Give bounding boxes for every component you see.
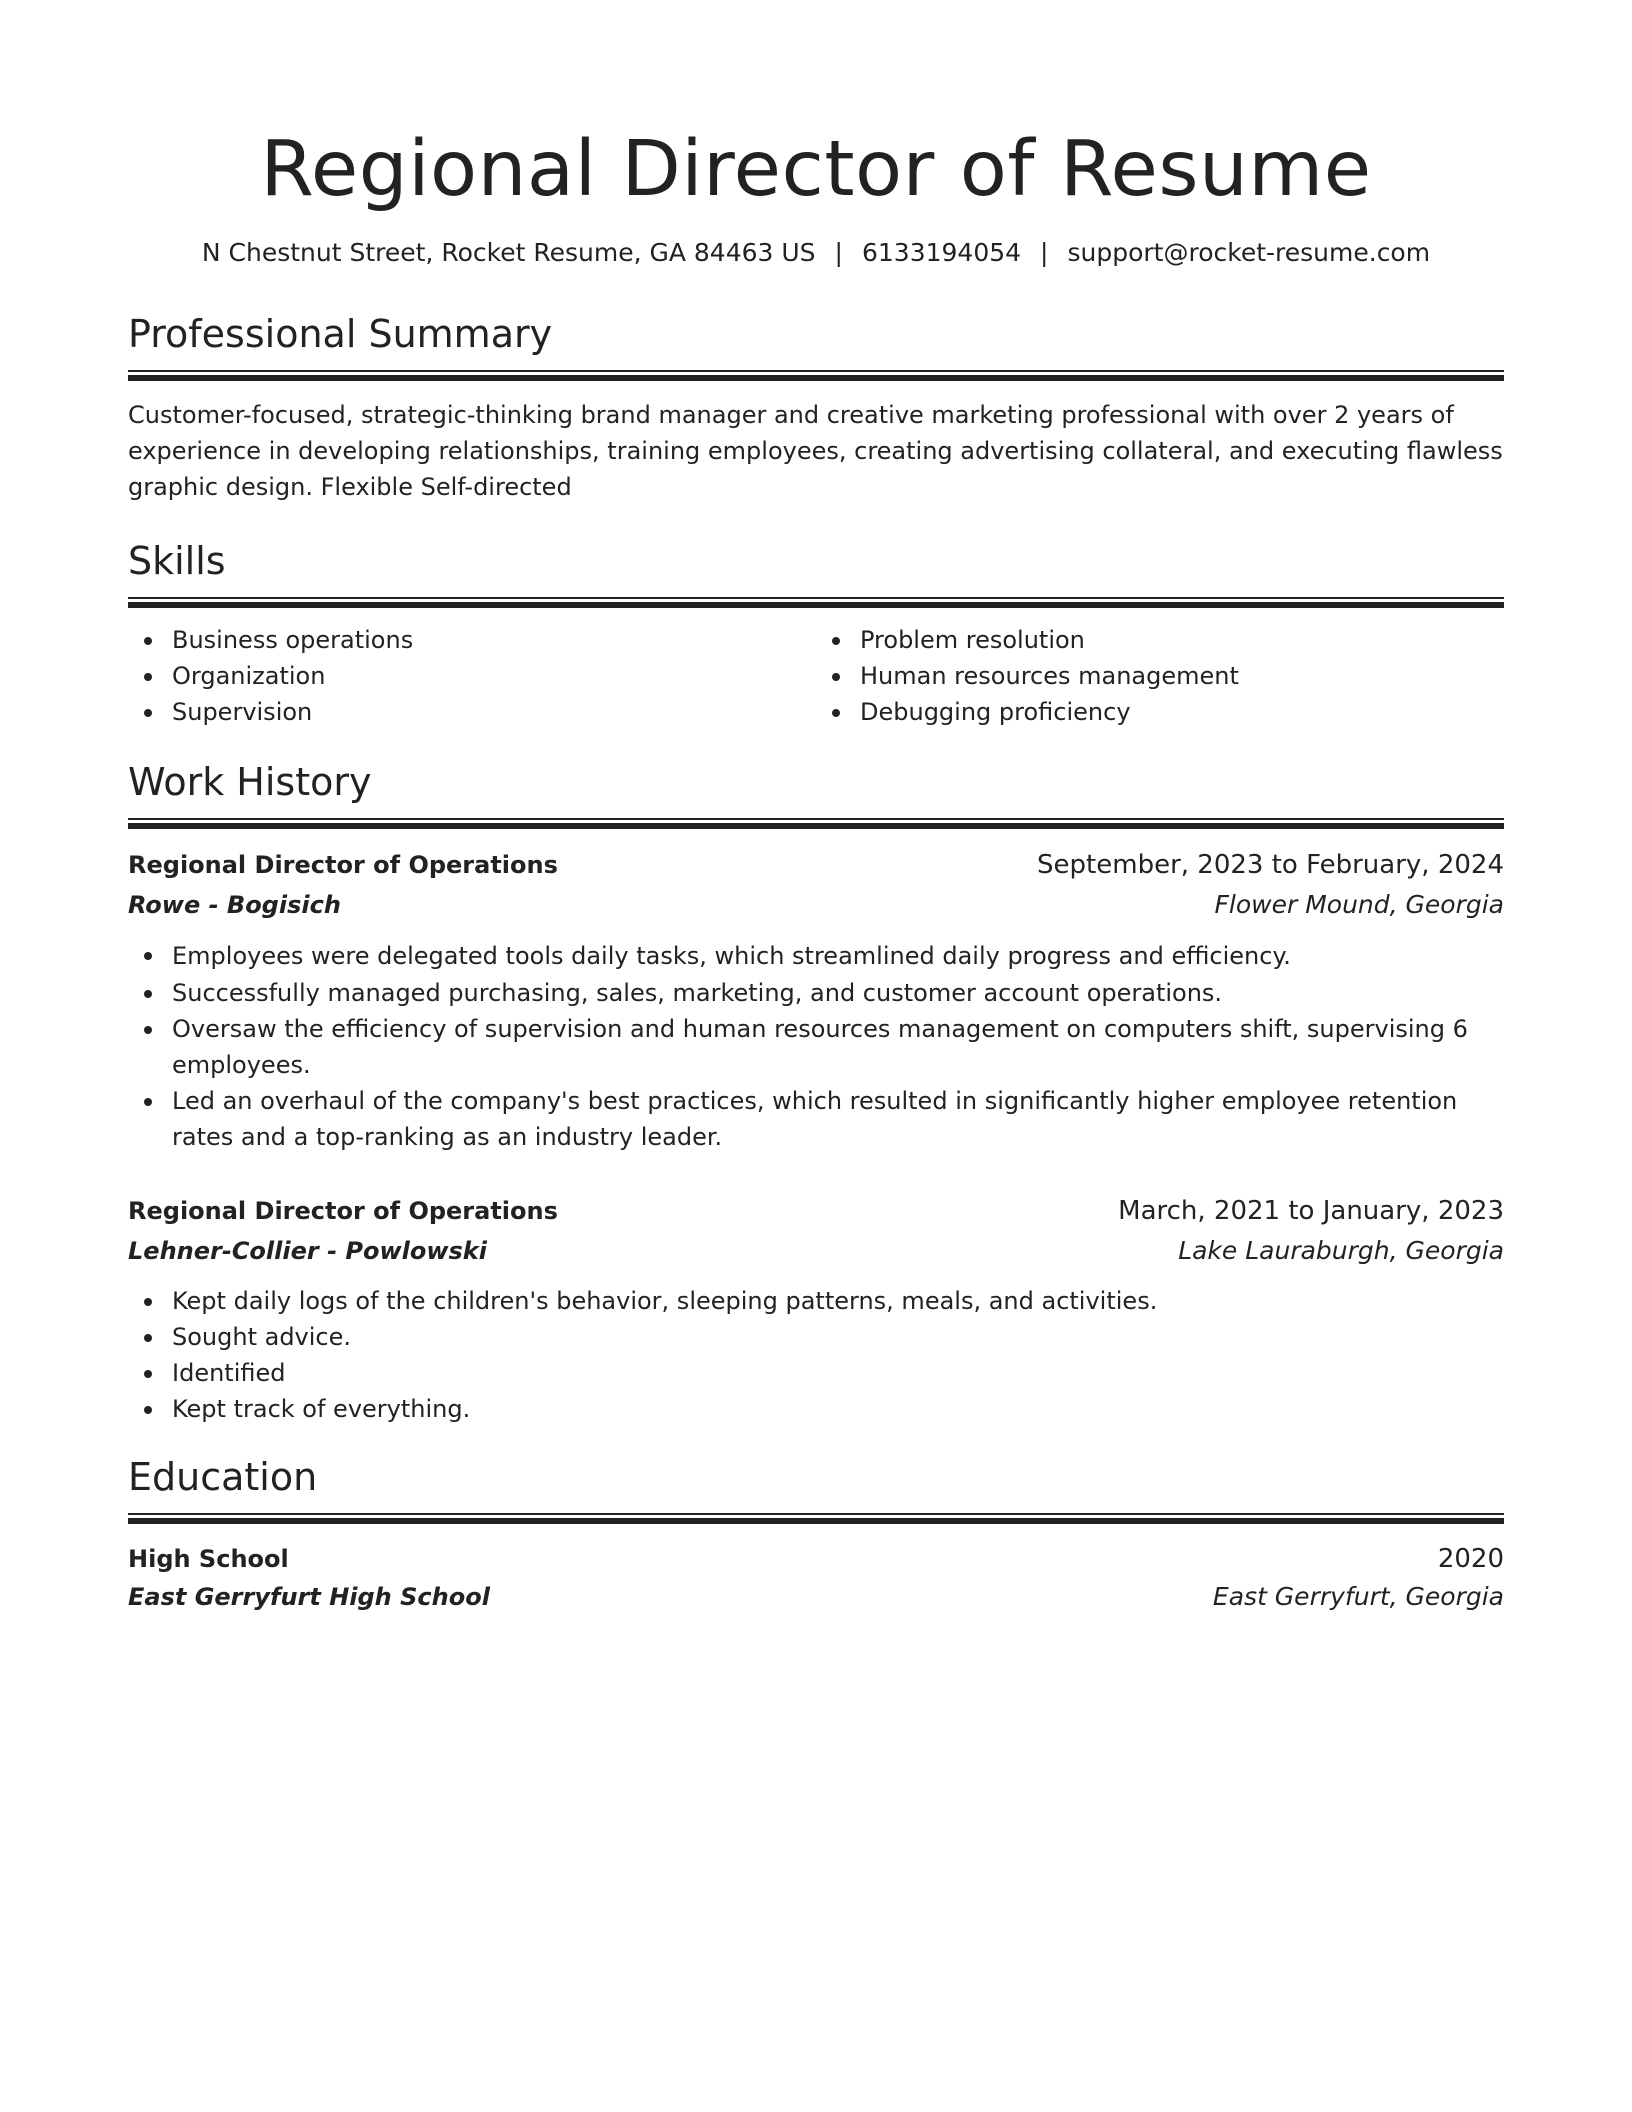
skills-column-left [128, 622, 816, 730]
education-school: East Gerryfurt High School [128, 1583, 490, 1611]
job-company: Lehner-Collier - Powlowski [128, 1237, 487, 1265]
job-dates: September, 2023 to February, 2024 [1037, 850, 1504, 880]
job-bullets [128, 937, 1504, 1155]
work-history-heading: Work History [128, 760, 372, 804]
section-divider [128, 1513, 1504, 1524]
summary-section [128, 310, 1504, 505]
section-divider [128, 597, 1504, 608]
job-bullet: Kept daily logs of the children's behavior, sleeping patterns, meals, and activities. [172, 1283, 1504, 1319]
job-bullets [128, 1283, 1504, 1427]
job-location: Flower Mound, Georgia [1214, 890, 1504, 919]
job-entry [128, 1191, 1504, 1427]
job-bullet: Sought advice. [172, 1319, 1504, 1355]
job-dates: March, 2021 to January, 2023 [1118, 1196, 1504, 1226]
job-bullet: Kept track of everything. [172, 1391, 1504, 1427]
job-bullet: Employees were delegated tools daily tasks, which streamlined daily progress and efficiency. [172, 937, 1504, 975]
job-company: Rowe - Bogisich [128, 891, 341, 919]
skill-item: Organization [172, 658, 816, 694]
contact-phone: 6133194054 [861, 238, 1022, 267]
education-year: 2020 [1437, 1544, 1504, 1574]
skill-item: Supervision [172, 694, 816, 730]
job-header-row [128, 1191, 1504, 1231]
education-location: East Gerryfurt, Georgia [1212, 1582, 1504, 1611]
education-degree: High School [128, 1545, 289, 1573]
skills-heading: Skills [128, 539, 226, 583]
job-bullet: Oversaw the efficiency of supervision and human resources management on computers shift, supervising 6 employees. [172, 1011, 1504, 1083]
education-section [128, 1453, 1504, 1616]
job-bullet: Successfully managed purchasing, sales, marketing, and customer account operations. [172, 975, 1504, 1011]
skill-item: Human resources management [860, 658, 1504, 694]
skill-item: Business operations [172, 622, 816, 658]
education-school-row [128, 1578, 1504, 1616]
contact-address: N Chestnut Street, Rocket Resume, GA 84463 US [201, 238, 816, 267]
education-heading: Education [128, 1455, 318, 1499]
job-title: Regional Director of Operations [128, 851, 558, 879]
contact-separator: | [1040, 238, 1049, 267]
contact-line [128, 236, 1504, 270]
job-entry [128, 845, 1504, 1155]
skill-item: Debugging proficiency [860, 694, 1504, 730]
contact-email: support@rocket-resume.com [1067, 238, 1431, 267]
work-history-section [128, 758, 1504, 1427]
job-title: Regional Director of Operations [128, 1197, 558, 1225]
skills-section [128, 537, 1504, 730]
summary-heading: Professional Summary [128, 312, 553, 356]
job-company-row [128, 1231, 1504, 1271]
job-bullet: Led an overhaul of the company's best practices, which resulted in significantly higher employee retention rates and a top-ranking as an industry leader. [172, 1083, 1504, 1155]
skills-grid [128, 622, 1504, 730]
job-bullet: Identified [172, 1355, 1504, 1391]
section-divider [128, 818, 1504, 829]
skills-column-right [816, 622, 1504, 730]
skill-item: Problem resolution [860, 622, 1504, 658]
summary-text: Customer-focused, strategic-thinking brand manager and creative marketing professional with over 2 years of experience in developing relationships, training employees, creating advertising collateral, and executing flawless graphic design. Flexible Self-directed [128, 401, 1503, 501]
section-divider [128, 370, 1504, 381]
job-company-row [128, 885, 1504, 925]
education-entry [128, 1540, 1504, 1616]
job-header-row [128, 845, 1504, 885]
job-location: Lake Lauraburgh, Georgia [1178, 1236, 1504, 1265]
contact-separator: | [834, 238, 843, 267]
education-header-row [128, 1540, 1504, 1578]
resume-name: Regional Director of Resume [260, 125, 1372, 214]
